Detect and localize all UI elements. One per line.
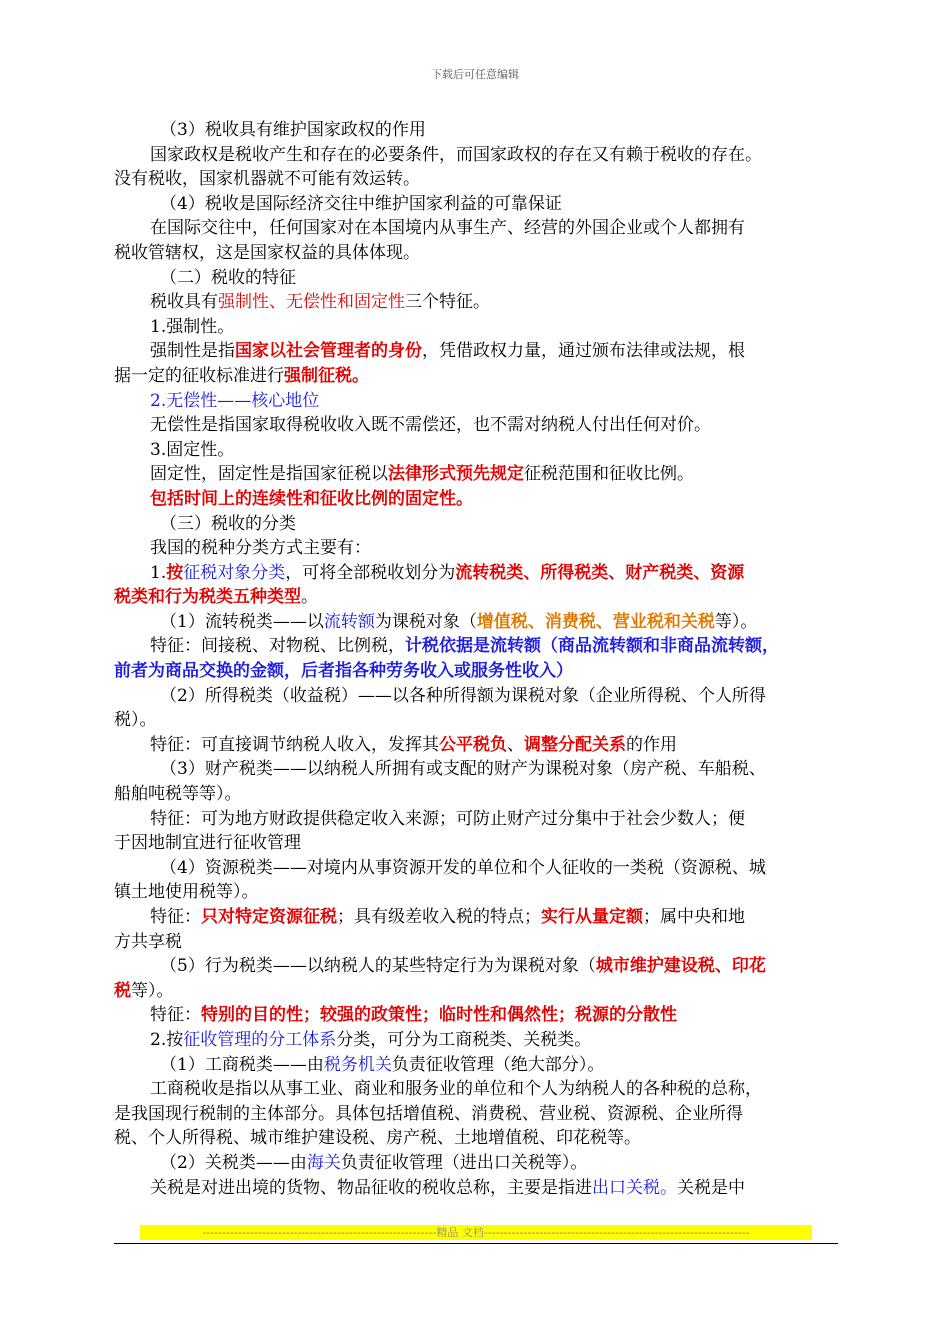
text-segment: 国家以社会管理者的身份 bbox=[235, 341, 422, 362]
text-line bbox=[114, 487, 838, 512]
text-segment: 1.强制性。 bbox=[150, 316, 235, 337]
text-line bbox=[114, 634, 838, 659]
text-line bbox=[114, 1176, 838, 1201]
text-line bbox=[114, 1126, 838, 1151]
text-segment: 等）。 bbox=[714, 611, 758, 632]
text-segment: 2.无偿性——核心地位 bbox=[150, 390, 320, 411]
text-segment: 特征：间接税、对物税、比例税， bbox=[150, 636, 405, 657]
document-body bbox=[114, 118, 838, 1200]
text-line bbox=[114, 708, 838, 733]
text-line bbox=[114, 684, 838, 709]
text-line bbox=[114, 364, 838, 389]
text-segment: 的作用 bbox=[626, 734, 677, 755]
text-segment: 计税依据是流转额（商品流转额和非商品流转额， bbox=[405, 636, 779, 657]
text-segment: （1）工商税类——由 bbox=[160, 1054, 324, 1075]
text-segment: 强制性、无偿性和固定性 bbox=[218, 292, 405, 313]
text-segment: 负责征收管理（绝大部分）。 bbox=[391, 1054, 605, 1075]
text-segment: ，可将全部税收划分为 bbox=[285, 562, 456, 583]
text-line bbox=[114, 192, 838, 217]
text-segment: （4）资源税类——对境内从事资源开发的单位和个人征收的一类税（资源税、城 bbox=[160, 857, 766, 878]
text-line bbox=[114, 536, 838, 561]
text-segment: 3.固定性。 bbox=[150, 439, 235, 460]
text-segment: 负责征收管理（进出口关税等）。 bbox=[340, 1152, 588, 1173]
text-segment: 征收管理的分工体系 bbox=[183, 1029, 337, 1050]
text-segment: 工商税收是指以从事工业、商业和服务业的单位和个人为纳税人的各种税的总称， bbox=[150, 1079, 762, 1100]
text-line bbox=[114, 241, 838, 266]
text-line bbox=[114, 438, 838, 463]
text-segment: 无偿性是指国家取得税收收入既不需偿还，也不需对纳税人付出任何对价。 bbox=[150, 415, 711, 436]
text-segment: ；具有级差收入税的特点； bbox=[337, 907, 541, 927]
text-line bbox=[114, 1003, 838, 1028]
text-line bbox=[114, 1151, 838, 1176]
page-header: 下载后可任意编辑 bbox=[431, 68, 519, 81]
text-line bbox=[114, 1077, 838, 1102]
text-segment: 。 bbox=[301, 587, 318, 608]
text-segment: 强制征税。 bbox=[284, 365, 369, 386]
text-segment: ；属中央和地 bbox=[643, 907, 745, 927]
text-segment: 流转税类、所得税类、财产税类、资源 bbox=[455, 562, 745, 583]
text-segment: 关税是对进出境的货物、物品征收的税收总称，主要是指进 bbox=[150, 1177, 592, 1198]
text-segment: 税收具有 bbox=[150, 292, 218, 313]
text-segment: 包括时间上的连续性和征收比例的固定性。 bbox=[150, 488, 473, 509]
text-line bbox=[114, 266, 838, 291]
text-line bbox=[114, 905, 838, 930]
text-segment: 调整分配关系 bbox=[524, 734, 626, 755]
text-line bbox=[114, 561, 838, 586]
text-segment: 流转额 bbox=[323, 611, 375, 632]
text-segment: （3）税收具有维护国家政权的作用 bbox=[160, 120, 426, 140]
text-line bbox=[114, 143, 838, 168]
text-line bbox=[114, 118, 838, 143]
text-segment: 特征：可直接调节纳税人收入，发挥其 bbox=[150, 734, 439, 755]
text-line bbox=[114, 585, 838, 610]
text-segment: （5）行为税类——以纳税人的某些特定行为为课税对象（ bbox=[160, 956, 596, 977]
text-segment: 税 bbox=[114, 980, 131, 1001]
text-line bbox=[114, 315, 838, 340]
text-line bbox=[114, 389, 838, 414]
text-segment: 在国际交往中，任何国家对在本国境内从事生产、经营的外国企业或个人都拥有 bbox=[150, 218, 745, 239]
text-segment: 公平税负 bbox=[439, 734, 507, 755]
text-segment: 强制性是指 bbox=[150, 341, 235, 362]
text-segment: （1）流转税类——以 bbox=[160, 611, 324, 632]
text-segment: （4）税收是国际经济交往中维护国家利益的可靠保证 bbox=[160, 193, 562, 214]
text-segment: 三个特征。 bbox=[405, 292, 490, 313]
text-line bbox=[114, 462, 838, 487]
text-segment: 法律形式预先规定 bbox=[388, 464, 524, 485]
text-segment: 城市维护建设税、印花 bbox=[595, 956, 766, 977]
text-segment: ，凭借政权力量，通过颁布法律或法规，根 bbox=[422, 341, 745, 362]
text-segment: （2）所得税类（收益税）——以各种所得额为课税对象（企业所得税、个人所得 bbox=[160, 685, 766, 706]
text-line bbox=[114, 757, 838, 782]
text-line bbox=[114, 831, 838, 856]
text-line bbox=[114, 733, 838, 758]
text-segment: 是我国现行税制的主体部分。具体包括增值税、消费税、营业税、资源税、企业所得 bbox=[114, 1103, 743, 1124]
text-segment: 方共享税 bbox=[114, 931, 182, 952]
text-segment: 海关 bbox=[306, 1152, 341, 1173]
text-segment: 特别的目的性；较强的政策性；临时性和偶然性；税源的分散性 bbox=[201, 1005, 677, 1026]
text-segment: 税）。 bbox=[114, 710, 157, 731]
text-line bbox=[114, 1102, 838, 1127]
text-segment: （三）税收的分类 bbox=[160, 513, 296, 534]
footer-text: -----------------------------------------------------------精品 文档------------------------------------------------------------------- bbox=[202, 1226, 750, 1239]
text-segment: 据一定的征收标准进行 bbox=[114, 365, 284, 386]
text-line bbox=[114, 979, 838, 1004]
text-line bbox=[114, 782, 838, 807]
text-segment: 实行从量定额 bbox=[541, 907, 643, 927]
text-segment: 固定性，固定性是指国家征税以 bbox=[150, 464, 388, 485]
text-segment: 我国的税种分类方式主要有： bbox=[150, 538, 371, 559]
text-line bbox=[114, 856, 838, 881]
text-line bbox=[114, 339, 838, 364]
text-segment: 征税范围和征收比例。 bbox=[524, 464, 694, 485]
text-segment: 只对特定资源征税 bbox=[201, 907, 337, 927]
text-segment: 按 bbox=[166, 562, 184, 583]
text-segment: 出口关税。 bbox=[592, 1177, 677, 1198]
text-segment: 于因地制宜进行征收管理 bbox=[114, 833, 301, 854]
text-segment: 征税对象分类 bbox=[183, 562, 286, 583]
text-segment: 税务机关 bbox=[323, 1054, 392, 1075]
text-segment: 税类和行为税类五种类型 bbox=[114, 587, 301, 608]
text-line bbox=[114, 1028, 838, 1053]
text-line bbox=[114, 413, 838, 438]
text-segment: 镇土地使用税等）。 bbox=[114, 882, 259, 903]
text-segment: 分类，可分为工商税类、关税类。 bbox=[336, 1029, 592, 1050]
text-segment: 增值税、消费税、营业税和关税 bbox=[476, 611, 715, 632]
text-segment: 等）。 bbox=[131, 980, 174, 1001]
text-line bbox=[114, 216, 838, 241]
text-segment: 特征： bbox=[150, 1005, 201, 1026]
text-segment: 税收管辖权，这是国家权益的具体体现。 bbox=[114, 242, 420, 263]
text-segment: 前者为商品交换的金额，后者指各种劳务收入或服务性收入） bbox=[114, 661, 573, 682]
text-segment: 没有税收，国家机器就不可能有效运转。 bbox=[114, 169, 420, 190]
text-segment: 国家政权是税收产生和存在的必要条件，而国家政权的存在又有赖于税收的存在。 bbox=[150, 144, 762, 165]
text-segment: 特征： bbox=[150, 907, 201, 927]
text-line bbox=[114, 954, 838, 979]
text-segment: （2）关税类——由 bbox=[160, 1152, 307, 1173]
text-segment: 1. bbox=[150, 562, 167, 583]
text-segment: 税、个人所得税、城市维护建设税、房产税、土地增值税、印花税等。 bbox=[114, 1128, 641, 1149]
text-segment: （3）财产税类——以纳税人所拥有或支配的财产为课税对象（房产税、车船税、 bbox=[160, 759, 766, 780]
text-segment: 特征：可为地方财政提供稳定收入来源；可防止财产过分集中于社会少数人；便 bbox=[150, 808, 745, 829]
text-line bbox=[114, 290, 838, 315]
text-line bbox=[114, 167, 838, 192]
footer-rule bbox=[114, 1243, 838, 1244]
text-line bbox=[114, 512, 838, 537]
text-segment: 关税是中 bbox=[677, 1177, 745, 1198]
text-segment: （二）税收的特征 bbox=[160, 267, 296, 288]
text-line bbox=[114, 659, 838, 684]
text-segment: 、 bbox=[507, 734, 524, 755]
text-line bbox=[114, 610, 838, 635]
text-segment: 为课税对象（ bbox=[374, 611, 477, 632]
text-segment: 船舶吨税等等）。 bbox=[114, 784, 242, 805]
text-line bbox=[114, 880, 838, 905]
text-line bbox=[114, 930, 838, 955]
text-line bbox=[114, 1053, 838, 1078]
text-line bbox=[114, 807, 838, 832]
text-segment: 2.按 bbox=[150, 1029, 184, 1050]
